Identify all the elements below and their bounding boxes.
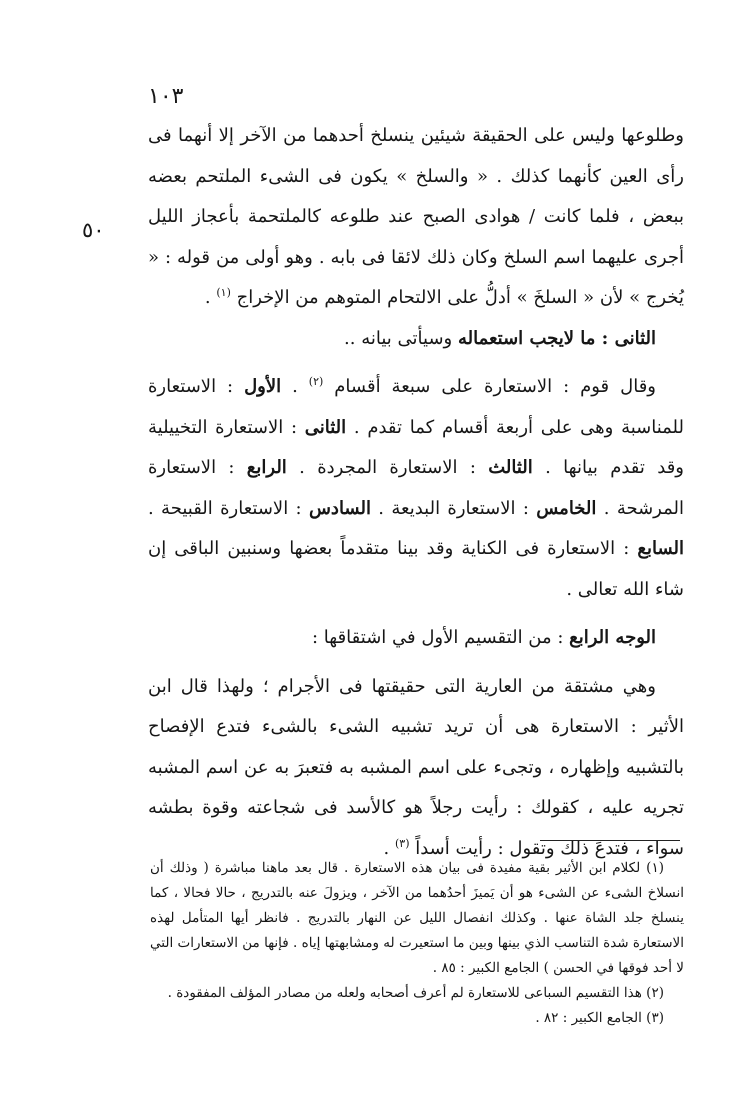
paragraph-1-text: وطلوعها وليس على الحقيقة شيئين ينسلخ أحدهما من الآخر إلا أنهما فى رأى العين كأنهما كذلك . « والسلخ » يكون فى الشىء الملتحم بعضه ببعض ، فلما كانت / هوادى الصبح عند طلوعه كالملتحمة بأعجاز الليل أجرى عليهما اسم السلخ وكان ذلك لائقا فى بابه . وهو أولى من قوله : « يُخرج » لأن « السلخَ » أدلُّ على الالتحام المتوهم من الإخراج xyxy=(148,125,684,308)
paragraph-seven-types xyxy=(148,367,684,610)
footnotes xyxy=(150,856,684,1031)
paragraph-derivation-text: وهي مشتقة من العارية التى حقيقتها فى الأجرام ؛ ولهذا قال ابن الأثير : الاستعارة هى أن تريد تشبيه الشىء بالشىء فتدع الإفصاح بالتشبيه وإظهاره ، وتجىء على اسم المشبه به فتعبرَ به عن اسم المشبه تجريه عليه ، كقولك : رأيت رجلاً هو كالأسد فى شجاعته وقوة بطشه سواء ، فتدعَ ذلك وتقول : رأيت أسداً xyxy=(148,675,684,859)
label-first: الأول xyxy=(244,376,282,397)
text-sixth: : الاستعارة القبيحة . xyxy=(148,497,309,519)
paragraph-fourth-aspect xyxy=(148,618,684,659)
label-second: الثانى xyxy=(304,416,347,438)
heading-second-rest: وسيأتى بيانه .. xyxy=(344,327,458,349)
text-second: : الاستعارة التخييلية وقد تقدم بيانها . xyxy=(148,416,684,478)
seven-types-intro: وقال قوم : الاستعارة على سبعة أقسام xyxy=(323,376,656,397)
footnote-divider xyxy=(540,840,680,841)
footnote-ref-3: (٣) xyxy=(394,836,410,850)
label-seventh: السابع xyxy=(637,538,684,559)
text-third: : الاستعارة المجردة . xyxy=(286,457,489,478)
heading-fourth-aspect: الوجه الرابع xyxy=(569,627,656,648)
heading-second-type: الثانى : ما لايجب استعماله xyxy=(457,327,656,349)
footnote-1: (١) لكلام ابن الأثير بقية مفيدة فى بيان هذه الاستعارة . قال بعد ماهنا مباشرة ( وذلك أن انسلاخ الشىء عن الشىء هو أن يَميزَ أحدُهما من الآخر ، ويزولَ عنه بالتدريج ، حالا فحالا ، كما ينسلخ جلد الشاة عنها . وكذلك انفصال الليل عن النهار بالتدريج . فانظر أيها المتأمل لهذه الاستعارة شدة التناسب الذي بينها وبين ما استعيرت له ومشابهتها إياه . فإنها من الاستعارات التي لا أحد فوقها في الحسن ) الجامع الكبير : ٨٥ . xyxy=(150,860,684,976)
paragraph-1-end: . xyxy=(204,287,217,308)
text-seventh: : الاستعارة فى الكناية وقد بينا متقدماً بعضها وسنبين الباقى إن شاء الله تعالى . xyxy=(148,538,684,600)
text-first: : الاستعارة للمناسبة وهى على أربعة أقسام كما تقدم . xyxy=(148,376,684,438)
text-fourth: : الاستعارة المرشحة . xyxy=(148,457,684,519)
label-fourth: الرابع xyxy=(246,457,287,478)
footnote-ref-2: (٢) xyxy=(308,375,324,388)
margin-line-number: ٥٠ xyxy=(82,218,105,242)
paragraph-1 xyxy=(148,116,684,319)
label-third: الثالث xyxy=(488,457,533,478)
label-sixth: السادس xyxy=(308,497,371,519)
heading-fourth-rest: : من التقسيم الأول في اشتقاقها : xyxy=(312,627,570,648)
seven-types-sep: . xyxy=(281,376,309,397)
page-number: ١٠٣ xyxy=(148,84,184,109)
paragraph-derivation-end: . xyxy=(383,837,395,859)
paragraph-derivation xyxy=(148,667,684,870)
paragraph-second-type xyxy=(148,319,684,360)
footnote-2: (٢) هذا التقسيم السباعى للاستعارة لم أعرف أصحابه ولعله من مصادر المؤلف المفقودة . xyxy=(167,985,664,1001)
main-text xyxy=(148,116,684,869)
footnote-ref-1: (١) xyxy=(216,286,231,299)
footnote-3: (٣) الجامع الكبير : ٨٢ . xyxy=(535,1010,664,1026)
label-fifth: الخامس xyxy=(536,497,597,519)
text-fifth: : الاستعارة البديعة . xyxy=(370,497,537,519)
